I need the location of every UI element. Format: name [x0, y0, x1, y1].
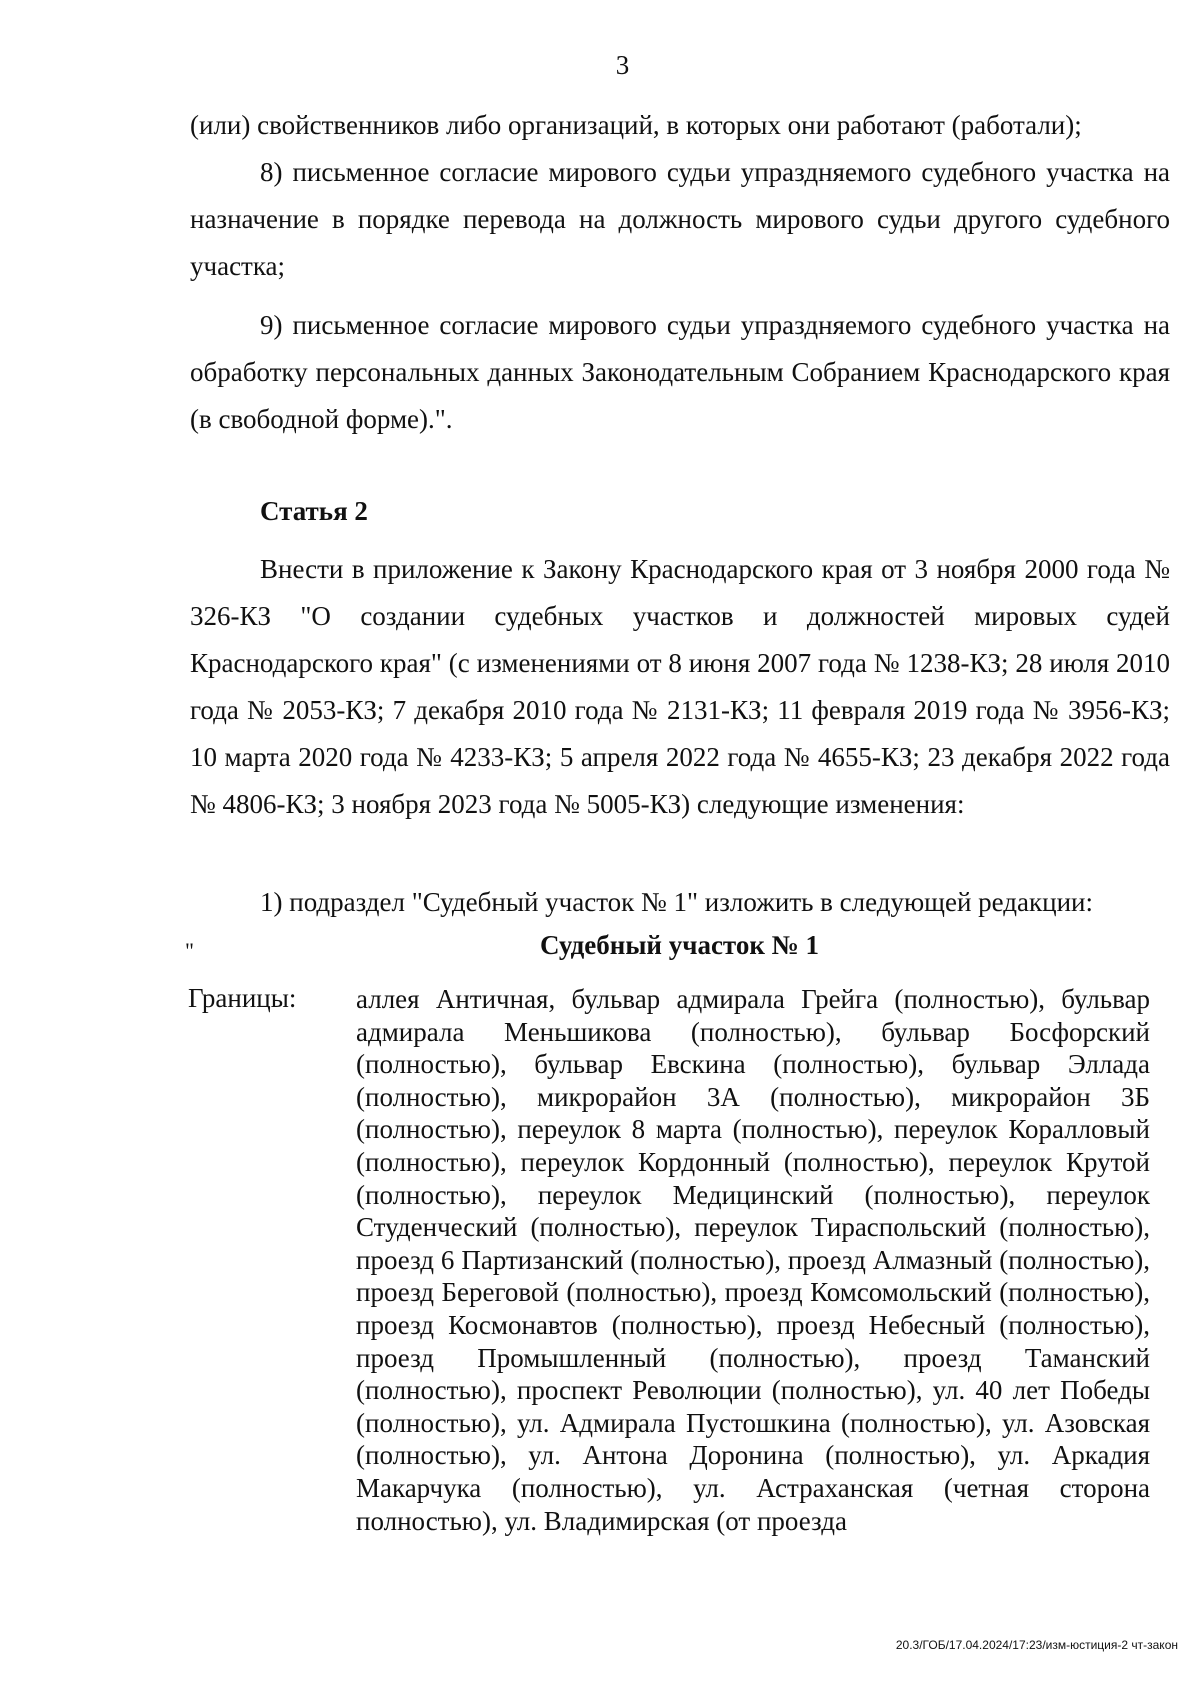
paragraph-continuation [190, 102, 1170, 149]
paragraph-item-9 [190, 302, 1170, 443]
continuation-text: (или) свойственников либо организаций, в которых они работают (работали); [190, 110, 1082, 140]
article-intro-paragraph [190, 546, 1170, 828]
item-8-text: 8) письменное согласие мирового судьи упраздняемого судебного участка на назначение в порядке перевода на должность мирового судьи другого судебного участка; [190, 157, 1170, 281]
item-9-text: 9) письменное согласие мирового судьи упраздняемого судебного участка на обработку персональных данных Законодательным Собранием Краснодарского края (в свободной форме).". [190, 310, 1170, 434]
opening-quote-mark: " [185, 938, 194, 963]
section-title: Судебный участок № 1 [540, 930, 820, 960]
article-heading: Статья 2 [260, 496, 368, 526]
paragraph-item-8 [190, 149, 1170, 290]
footer-document-code: 20.3/ГОБ/17.04.2024/17:23/изм-юстиция-2 чт-закон [895, 1638, 1178, 1652]
borders-text: аллея Античная, бульвар адмирала Грейга (полностью), бульвар адмирала Меньшикова (полностью), бульвар Босфорский (полностью), бульвар Евскина (полностью), бульвар Эллада (полностью), микрорайон 3А (полностью), микрорайон 3Б (полностью), переулок 8 марта (полностью), переулок Коралловый (полностью), переулок Кордонный (полностью), переулок Крутой (полностью), переулок Медицинский (полностью), переулок Студенческий (полностью), переулок Тираспольский (полностью), проезд 6 Партизанский (полностью), проезд Алмазный (полностью), проезд Береговой (полностью), проезд Комсомольский (полностью), проезд Космонавтов (полностью), проезд Небесный (полностью), проезд Промышленный (полностью), проезд Таманский (полностью), проспект Революции (полностью), ул. 40 лет Победы (полностью), ул. Адмирала Пустошкина (полностью), ул. Азовская (полностью), ул. Антона Доронина (полностью), ул. Аркадия Макарчука (полностью), ул. Астраханская (четная сторона полностью), ул. Владимирская (от проезда [356, 984, 1150, 1536]
borders-label: Границы: [188, 983, 297, 1013]
page-number: 3 [615, 50, 630, 80]
article-intro-text: Внести в приложение к Закону Краснодарского края от 3 ноября 2000 года № 326-КЗ "О создании судебных участков и должностей мировых судей Краснодарского края" (с изменениями от 8 июня 2007 года № 1238-КЗ; 28 июля 2010 года № 2053-КЗ; 7 декабря 2010 года № 2131-КЗ; 11 февраля 2019 года № 3956-КЗ; 10 марта 2020 года № 4233-КЗ; 5 апреля 2022 года № 4655-КЗ; 23 декабря 2022 года № 4806-КЗ; 3 ноября 2023 года № 5005-КЗ) следующие изменения: [190, 554, 1170, 819]
subitem-1-paragraph [190, 879, 1170, 926]
subitem-1-text: 1) подраздел "Судебный участок № 1" изложить в следующей редакции: [260, 887, 1093, 917]
